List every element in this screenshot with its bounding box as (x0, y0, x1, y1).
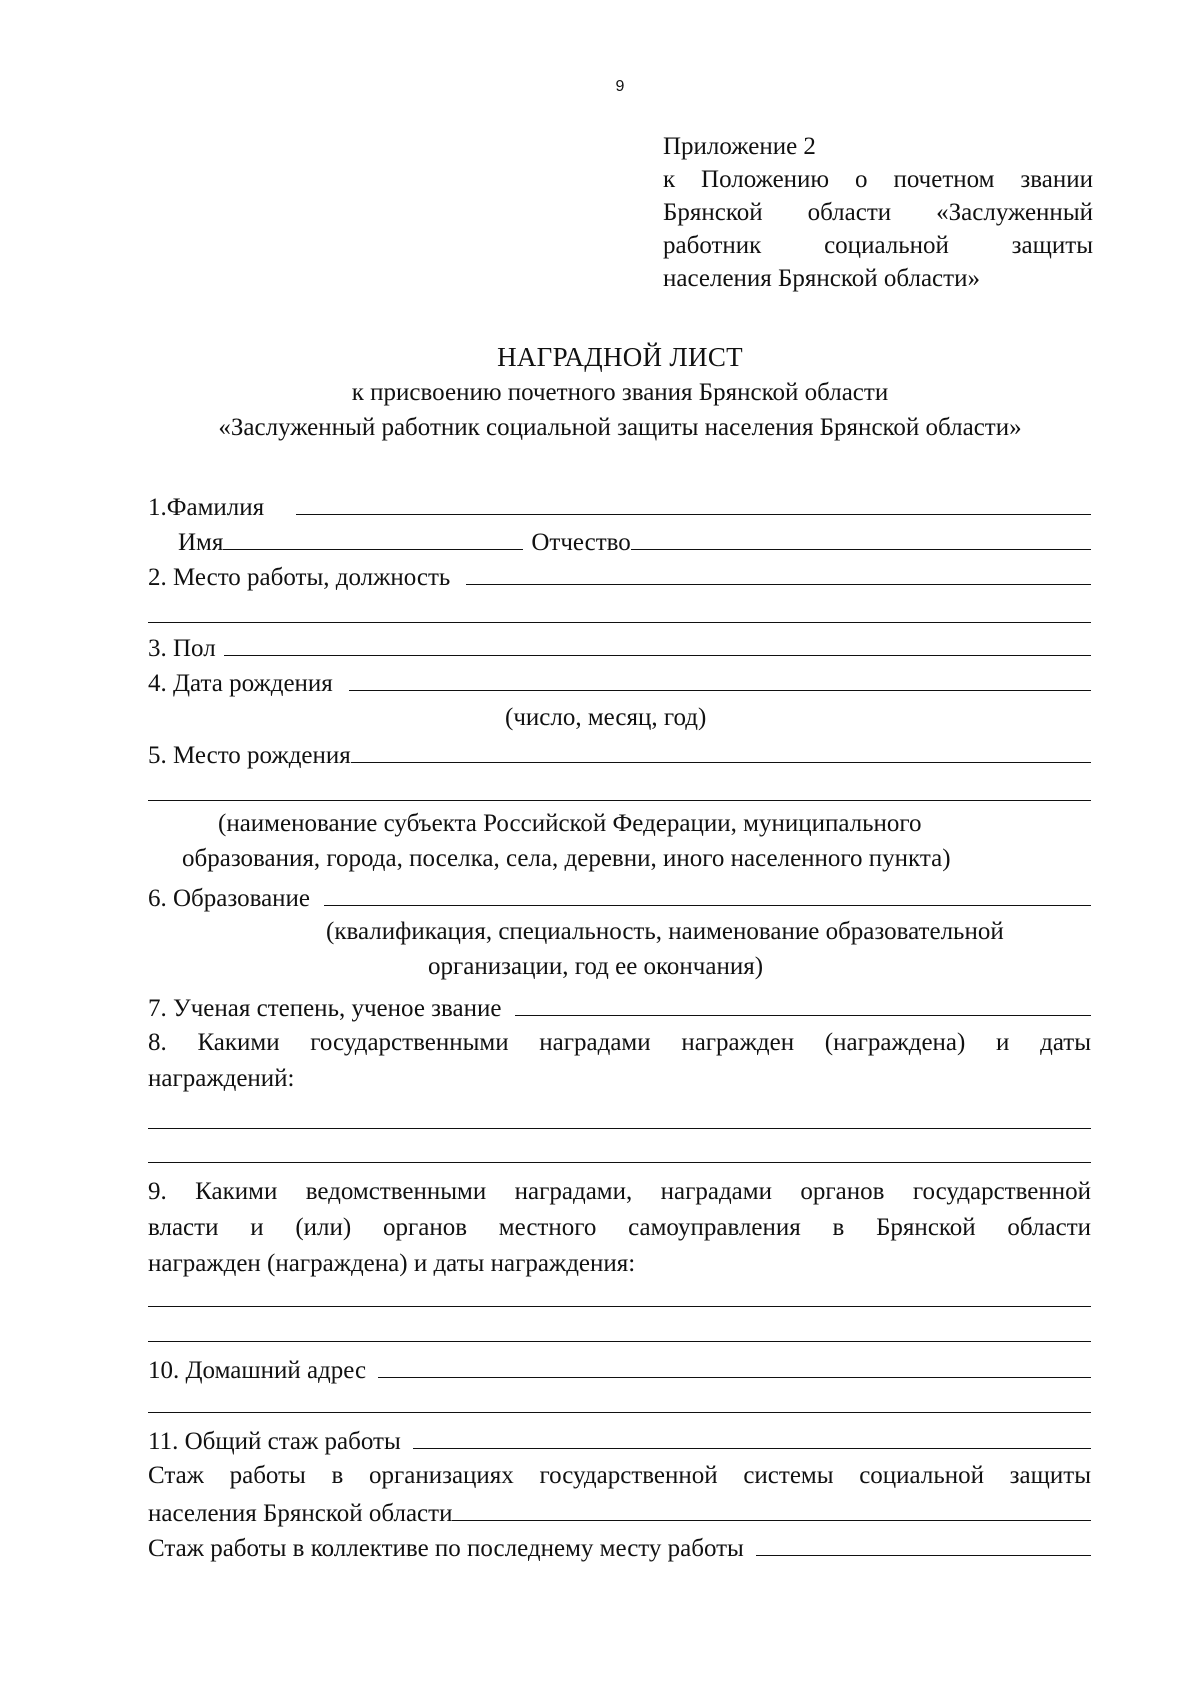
state-awards-text: награждений: (148, 1065, 295, 1092)
social-experience-text: Стаж работы в организациях государственной системы социальной защиты (148, 1462, 1091, 1489)
dept-awards-field-line-1[interactable] (148, 1306, 1091, 1307)
degree-row (148, 991, 1091, 1025)
surname-field[interactable] (296, 490, 1091, 515)
social-experience-field[interactable] (452, 1496, 1091, 1521)
birthplace-row (148, 738, 1091, 772)
workplace-field[interactable] (466, 560, 1091, 585)
state-awards-section (148, 1025, 1091, 1097)
sex-row (148, 631, 1091, 665)
birthdate-hint: (число, месяц, год) (505, 704, 707, 731)
document-title: НАГРАДНОЙ ЛИСТ (497, 342, 743, 372)
appendix-line: населения Брянской области» (663, 265, 980, 292)
name-field[interactable] (223, 525, 523, 550)
state-awards-field-line-2[interactable] (148, 1162, 1091, 1163)
appendix-line: работник социальной защиты (663, 232, 1093, 259)
sex-label: 3. Пол (148, 635, 216, 662)
document-subtitle: к присвоению почетного звания Брянской области (351, 379, 889, 406)
appendix-line: Брянской области «Заслуженный (663, 199, 1093, 226)
birthdate-field[interactable] (349, 666, 1091, 691)
social-experience-row (148, 1496, 1091, 1530)
total-experience-row (148, 1424, 1091, 1458)
state-awards-field-line-1[interactable] (148, 1128, 1091, 1129)
workplace-label: 2. Место работы, должность (148, 564, 451, 591)
education-field[interactable] (324, 881, 1091, 906)
appendix-line: к Положению о почетном звании (663, 166, 1093, 193)
birthdate-row (148, 666, 1091, 700)
education-hint: (квалификация, специальность, наименование образовательной (326, 918, 1004, 945)
patronymic-label: Отчество (531, 529, 631, 556)
surname-row (148, 490, 1091, 524)
dept-awards-section (148, 1174, 1091, 1282)
last-place-experience-label: Стаж работы в коллективе по последнему месту работы (148, 1535, 744, 1562)
degree-label: 7. Ученая степень, ученое звание (148, 995, 502, 1022)
workplace-row (148, 560, 1091, 594)
dept-awards-text: 9. Какими ведомственными наградами, наградами органов государственной (148, 1178, 1091, 1205)
address-field-line-2[interactable] (148, 1412, 1091, 1413)
page-number: 9 (615, 78, 625, 95)
appendix-header (663, 130, 1093, 295)
education-label: 6. Образование (148, 885, 311, 912)
total-experience-field[interactable] (413, 1424, 1091, 1449)
state-awards-text: 8. Какими государственными наградами награжден (награждена) и даты (148, 1029, 1091, 1056)
surname-label: 1.Фамилия (148, 494, 265, 521)
dept-awards-text: власти и (или) органов местного самоуправления в Брянской области (148, 1214, 1091, 1241)
last-place-experience-field[interactable] (756, 1531, 1091, 1556)
education-row (148, 881, 1091, 915)
patronymic-field[interactable] (631, 525, 1091, 550)
birthplace-field-line-2[interactable] (148, 800, 1091, 801)
address-label: 10. Домашний адрес (148, 1357, 367, 1384)
workplace-field-line-2[interactable] (148, 622, 1091, 623)
birthplace-hint: образования, города, поселка, села, деревни, иного населенного пункта) (182, 845, 951, 872)
birthplace-hint: (наименование субъекта Российской Федерации, муниципального (218, 810, 922, 837)
last-place-experience-row (148, 1531, 1091, 1565)
birthplace-label: 5. Место рождения (148, 742, 351, 769)
name-label: Имя (178, 529, 224, 556)
document-title-block (0, 340, 1200, 445)
total-experience-label: 11. Общий стаж работы (148, 1428, 401, 1455)
birthplace-field[interactable] (351, 738, 1091, 763)
education-hint: организации, год ее окончания) (428, 953, 764, 980)
social-experience-label: населения Брянской области (148, 1500, 453, 1527)
birthdate-label: 4. Дата рождения (148, 670, 333, 697)
social-experience-section (148, 1458, 1091, 1494)
dept-awards-field-line-2[interactable] (148, 1341, 1091, 1342)
appendix-line: Приложение 2 (663, 133, 816, 160)
dept-awards-text: награжден (награждена) и даты награждения: (148, 1250, 636, 1277)
document-subtitle: «Заслуженный работник социальной защиты населения Брянской области» (218, 414, 1022, 441)
name-row (178, 525, 1091, 559)
sex-field[interactable] (224, 631, 1091, 656)
address-field[interactable] (378, 1353, 1091, 1378)
degree-field[interactable] (515, 991, 1091, 1016)
address-row (148, 1353, 1091, 1387)
